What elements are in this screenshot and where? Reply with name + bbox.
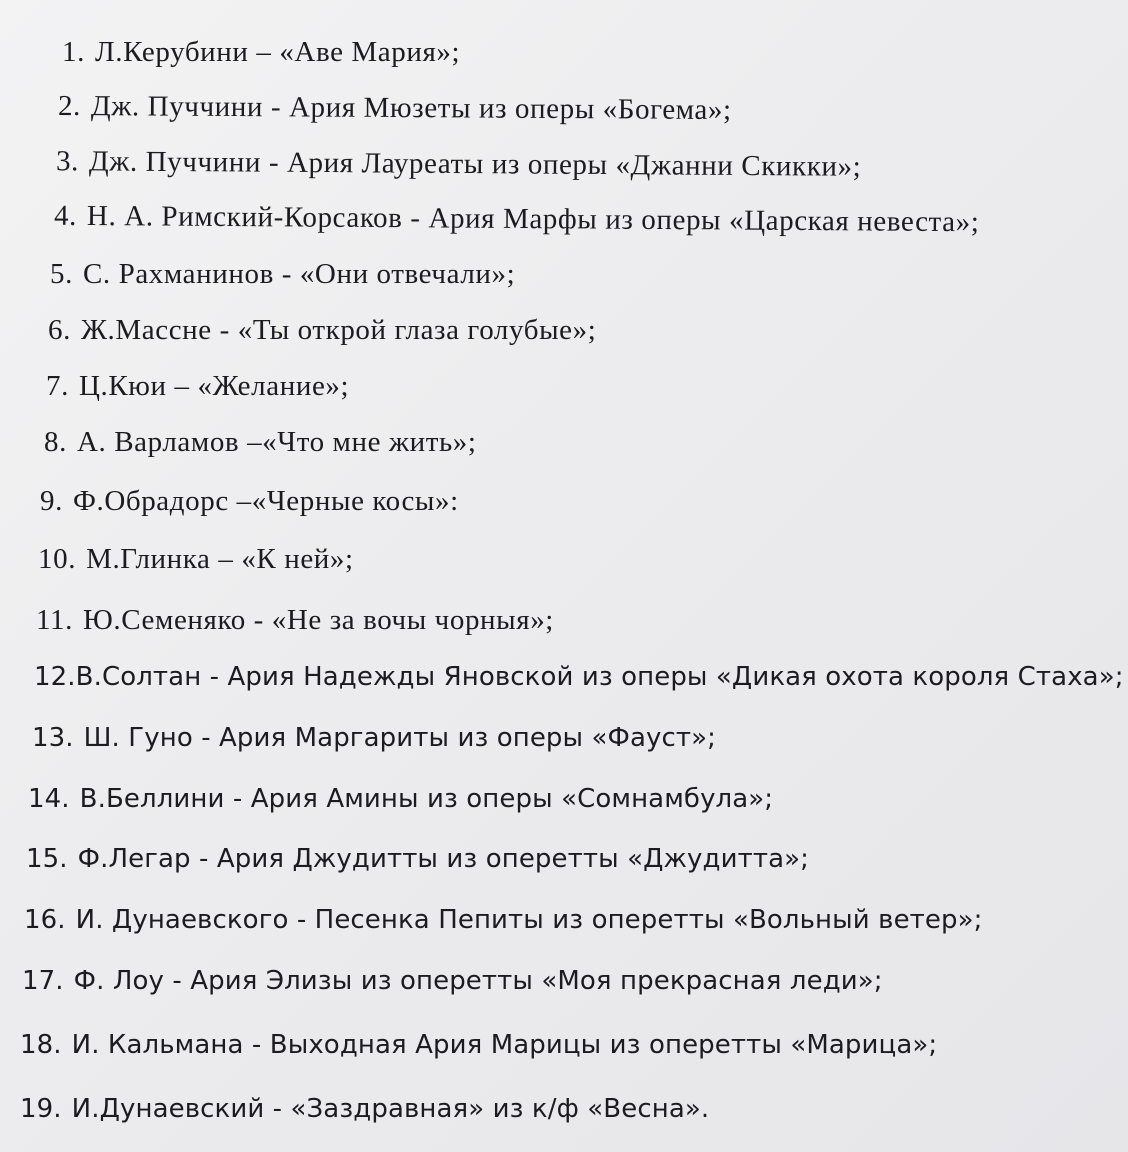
item-number: 2. — [57, 89, 82, 123]
item-number: 4. — [53, 199, 78, 232]
program-item — [20, 1096, 709, 1122]
item-text: Дж. Пуччини - Ария Лауреаты из оперы «Джанни Скикки»; — [88, 145, 862, 183]
item-text: Ю.Семеняко - «Не за вочы чорныя»; — [82, 604, 554, 636]
item-number: 7. — [46, 370, 69, 402]
program-item — [53, 199, 980, 239]
item-text: Ж.Массне - «Ты открой глаза голубые»; — [80, 314, 597, 346]
item-text: Л.Керубини – «Аве Мария»; — [94, 36, 461, 68]
item-number: 16. — [24, 905, 66, 935]
item-number: 3. — [55, 145, 80, 178]
program-item — [62, 38, 460, 67]
program-item — [46, 372, 349, 401]
item-number: 6. — [48, 314, 71, 346]
program-item — [20, 1032, 937, 1058]
program-item — [22, 968, 883, 994]
item-number: 12. — [34, 662, 76, 692]
item-text: Ф.Обрадорс –«Черные косы»: — [72, 485, 459, 517]
item-number: 15. — [26, 844, 68, 874]
program-item — [57, 89, 732, 127]
item-text: Ш. Гуно - Ария Маргариты из оперы «Фауст»; — [83, 723, 717, 753]
item-text: С. Рахманинов - «Они отвечали»; — [82, 258, 516, 290]
item-text: И. Дунаевского - Песенка Пепиты из оперетты «Вольный ветер»; — [75, 905, 983, 935]
item-text: В.Беллини - Ария Амины из оперы «Сомнамбула»; — [79, 784, 774, 814]
item-number: 19. — [20, 1094, 62, 1124]
program-item — [50, 260, 515, 289]
item-text: Н. А. Римский-Корсаков - Ария Марфы из оперы «Царская невеста»; — [86, 199, 980, 239]
item-number: 11. — [36, 604, 73, 636]
item-number: 10. — [38, 543, 77, 575]
item-number: 14. — [28, 784, 70, 814]
program-item — [28, 786, 773, 812]
item-text: Ф. Лоу - Ария Элизы из оперетты «Моя прекрасная леди»; — [73, 966, 883, 996]
program-item — [38, 545, 354, 574]
item-text: М.Глинка – «К ней»; — [86, 543, 354, 575]
item-text: И.Дунаевский - «Заздравная» из к/ф «Весна». — [71, 1094, 710, 1124]
item-number: 13. — [32, 723, 74, 753]
program-item — [24, 907, 982, 933]
item-number: 8. — [44, 426, 67, 458]
item-text: В.Солтан - Ария Надежды Яновской из оперы «Дикая охота короля Стаха»; — [75, 662, 1124, 692]
program-item — [40, 487, 459, 516]
program-item — [56, 147, 862, 182]
item-text: Ц.Кюи – «Желание»; — [78, 370, 350, 402]
item-number: 5. — [50, 258, 73, 290]
program-item — [36, 606, 554, 635]
item-number: 1. — [62, 36, 85, 68]
program-item — [48, 316, 596, 345]
item-text: А. Варламов –«Что мне жить»; — [76, 426, 477, 458]
item-text: Ф.Легар - Ария Джудитты из оперетты «Джудитта»; — [77, 844, 809, 874]
program-item — [44, 428, 477, 457]
item-number: 9. — [40, 485, 63, 517]
item-number: 17. — [22, 966, 64, 996]
item-text: Дж. Пуччини - Ария Мюзеты из оперы «Богема»; — [90, 90, 732, 127]
program-item — [32, 725, 716, 751]
item-number: 18. — [20, 1030, 62, 1060]
program-item — [26, 846, 809, 872]
program-item — [34, 664, 1124, 690]
item-text: И. Кальмана - Выходная Ария Марицы из оперетты «Марица»; — [71, 1030, 938, 1060]
